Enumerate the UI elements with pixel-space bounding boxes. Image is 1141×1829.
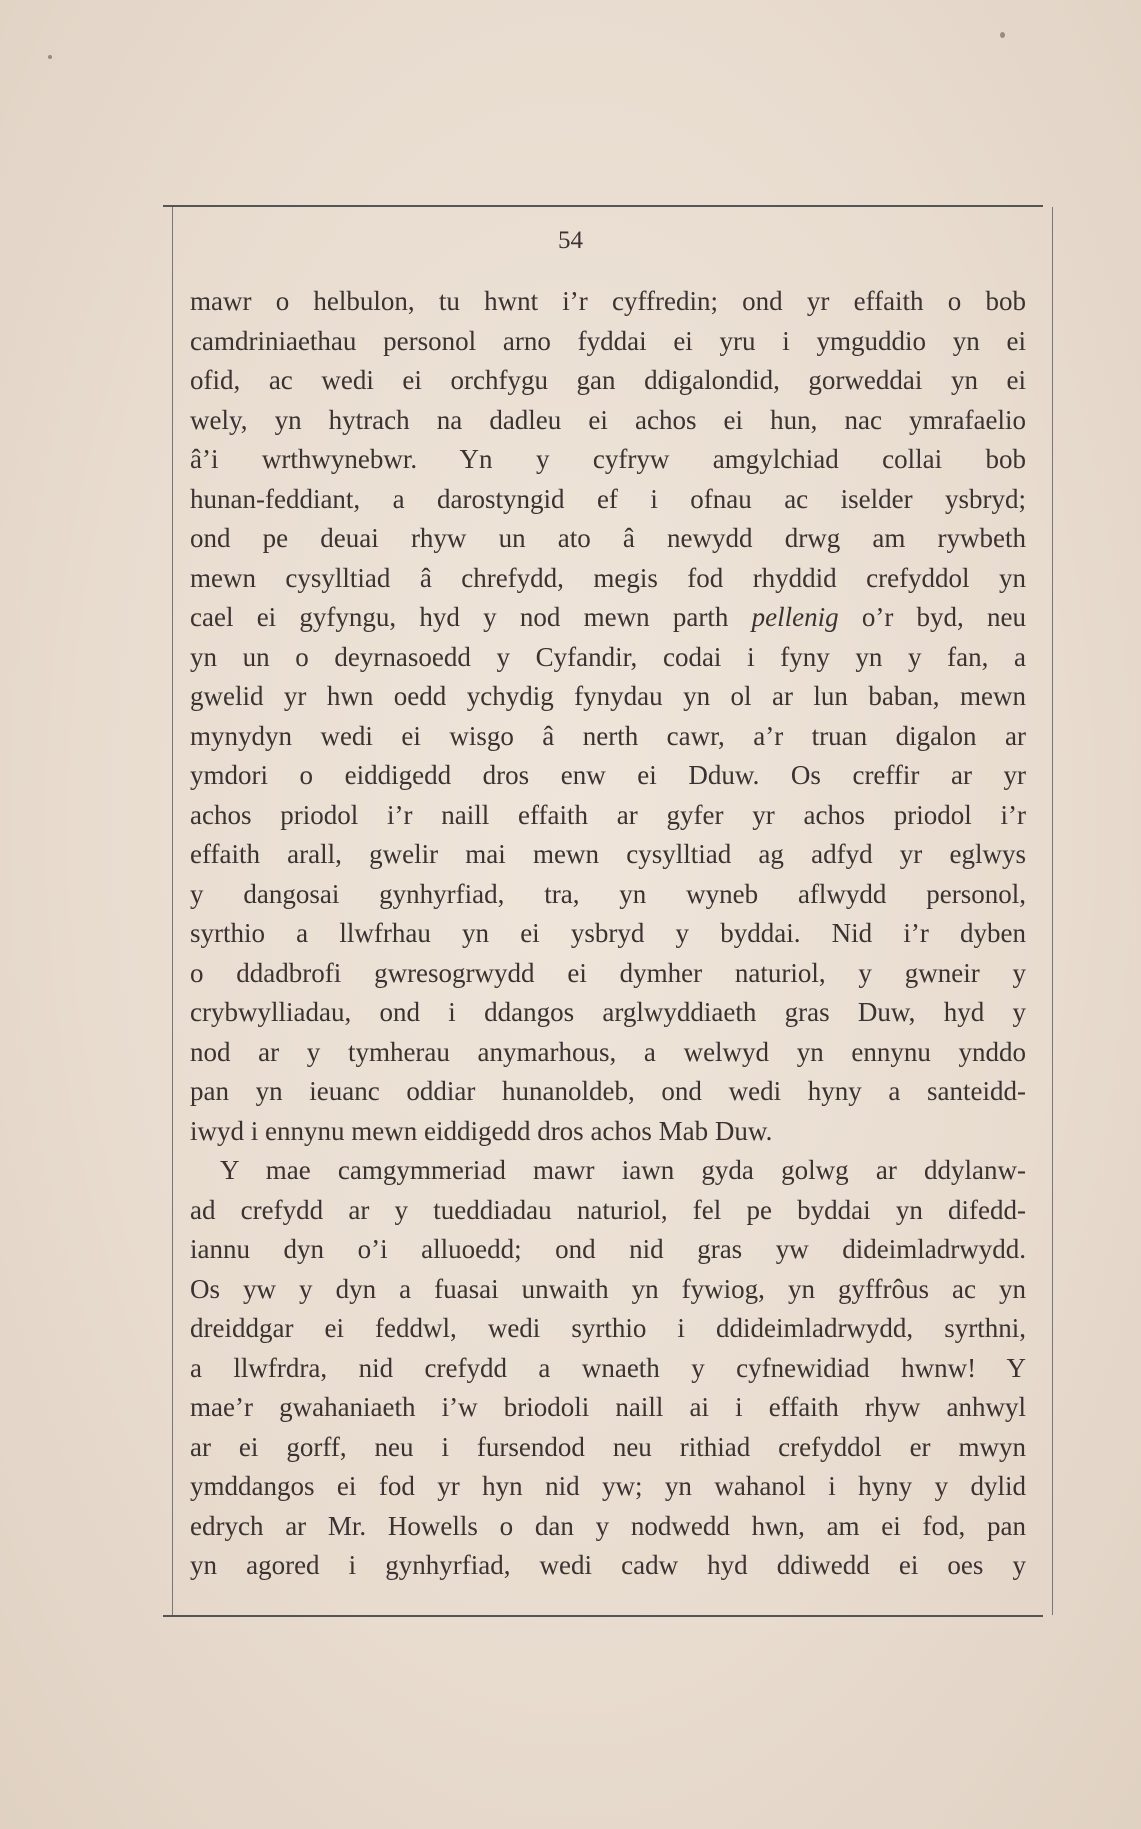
text-line-content: mawr o helbulon, tu hwnt i’r cyffredin; ond yr effaith o bob: [190, 286, 1026, 316]
text-line: [190, 993, 1026, 1033]
text-line-content: o ddadbrofi gwresogrwydd ei dymher naturiol, y gwneir y: [190, 957, 1026, 988]
text-line: [190, 1112, 1026, 1152]
text-line-content: achos priodol i’r naill effaith ar gyfer yr achos priodol i’r: [190, 799, 1026, 830]
text-line: [190, 1072, 1026, 1112]
text-line: [190, 282, 1026, 322]
text-line: [190, 835, 1026, 875]
text-line: [190, 401, 1026, 441]
page-number: 54: [558, 227, 583, 254]
text-line-content: effaith arall, gwelir mai mewn cysylltiad ag adfyd yr eglwys: [190, 839, 1026, 869]
text-line-content: iwyd i ennynu mewn eiddigedd dros achos Mab Duw.: [190, 1115, 773, 1146]
text-line-content: â’i wrthwynebwr. Yn y cyfryw amgylchiad collai bob: [190, 444, 1026, 474]
text-line-content: camdriniaethau personol arno fyddai ei yru i ymguddio yn ei: [190, 325, 1026, 356]
text-line-content: dreiddgar ei feddwl, wedi syrthio i ddideimladrwydd, syrthni,: [190, 1313, 1026, 1343]
text-line-content: ad crefydd ar y tueddiadau naturiol, fel pe byddai yn difedd-: [190, 1194, 1026, 1225]
text-line-content: mewn cysylltiad â chrefydd, megis fod rhyddid crefyddol yn: [190, 562, 1026, 593]
text-line-content: syrthio a llwfrhau yn ei ysbryd y byddai. Nid i’r dyben: [190, 918, 1026, 948]
bottom-rule: [163, 1615, 1043, 1617]
text-line: [190, 559, 1026, 599]
text-line-content: yn agored i gynhyrfiad, wedi cadw hyd ddiwedd ei oes y: [190, 1550, 1026, 1580]
text-line-content: yn un o deyrnasoedd y Cyfandir, codai i fyny yn y fan, a: [190, 641, 1026, 672]
text-line: [190, 717, 1026, 757]
text-line: [190, 677, 1026, 717]
text-line-content: Os yw y dyn a fuasai unwaith yn fywiog, yn gyffrôus ac yn: [190, 1273, 1026, 1304]
text-line: [190, 796, 1026, 836]
text-line: [190, 1230, 1026, 1270]
text-line-content: y dangosai gynhyrfiad, tra, yn wyneb aflwydd personol,: [190, 878, 1026, 909]
text-line: [190, 440, 1026, 480]
italic-word: pellenig: [751, 602, 839, 632]
text-line-content: ar ei gorff, neu i fursendod neu rithiad crefyddol er mwyn: [190, 1431, 1026, 1462]
text-line: [190, 1151, 1026, 1191]
top-rule: [163, 205, 1043, 207]
text-line: [190, 914, 1026, 954]
text-line: [190, 756, 1026, 796]
right-border-line: [1052, 207, 1053, 1615]
text-line: [190, 480, 1026, 520]
text-line: [190, 1033, 1026, 1073]
text-line-content: edrych ar Mr. Howells o dan y nodwedd hwn, am ei fod, pan: [190, 1510, 1026, 1541]
text-line-tail: o’r byd, neu: [861, 602, 1026, 632]
text-line-content: nod ar y tymherau anymarhous, a welwyd yn ennynu ynddo: [190, 1036, 1026, 1067]
text-line-content: gwelid yr hwn oedd ychydig fynydau yn ol ar lun baban, mewn: [190, 681, 1026, 711]
text-line-content: ofid, ac wedi ei orchfygu gan ddigalondid, gorweddai yn ei: [190, 365, 1026, 395]
text-line: [190, 1467, 1026, 1507]
body-text: [190, 282, 1026, 1586]
text-line-content: Y mae camgymmeriad mawr iawn gyda golwg ar ddylanw-: [220, 1155, 1026, 1185]
text-line: [190, 361, 1026, 401]
text-line-content: wely, yn hytrach na dadleu ei achos ei hun, nac ymrafaelio: [190, 404, 1026, 435]
text-line: [190, 1270, 1026, 1310]
text-line-content: hunan-feddiant, a darostyngid ef i ofnau ac iselder ysbryd;: [190, 483, 1026, 514]
paper-speck: [1000, 32, 1005, 38]
text-line-content: cael ei gyfyngu, hyd y nod mewn parth: [190, 602, 729, 632]
text-line: [190, 1191, 1026, 1231]
text-line-content: a llwfrdra, nid crefydd a wnaeth y cyfnewidiad hwnw! Y: [190, 1352, 1026, 1383]
text-line-content: ond pe deuai rhyw un ato â newydd drwg am rywbeth: [190, 523, 1026, 553]
text-line-content: ymdori o eiddigedd dros enw ei Dduw. Os creffir ar yr: [190, 760, 1026, 790]
text-line-content: iannu dyn o’i alluoedd; ond nid gras yw dideimladrwydd.: [190, 1234, 1026, 1264]
text-line: [190, 1507, 1026, 1547]
text-line: [190, 875, 1026, 915]
text-line-content: ymddangos ei fod yr hyn nid yw; yn wahanol i hyny y dylid: [190, 1471, 1026, 1501]
text-line: [190, 519, 1026, 559]
text-line-content: mae’r gwahaniaeth i’w briodoli naill ai i effaith rhyw anhwyl: [190, 1392, 1026, 1422]
text-line: [190, 1309, 1026, 1349]
text-line: [190, 1388, 1026, 1428]
text-line: [190, 1428, 1026, 1468]
text-line: [190, 598, 1026, 638]
text-line: [190, 638, 1026, 678]
left-border-line: [172, 207, 173, 1615]
text-line: [190, 1546, 1026, 1586]
text-line-content: pan yn ieuanc oddiar hunanoldeb, ond wedi hyny a santeidd-: [190, 1076, 1026, 1106]
text-line: [190, 1349, 1026, 1389]
text-line: [190, 954, 1026, 994]
paper-speck: [48, 55, 52, 59]
text-line-content: crybwylliadau, ond i ddangos arglwyddiaeth gras Duw, hyd y: [190, 997, 1026, 1027]
text-line: [190, 322, 1026, 362]
text-line-content: mynydyn wedi ei wisgo â nerth cawr, a’r truan digalon ar: [190, 720, 1026, 751]
